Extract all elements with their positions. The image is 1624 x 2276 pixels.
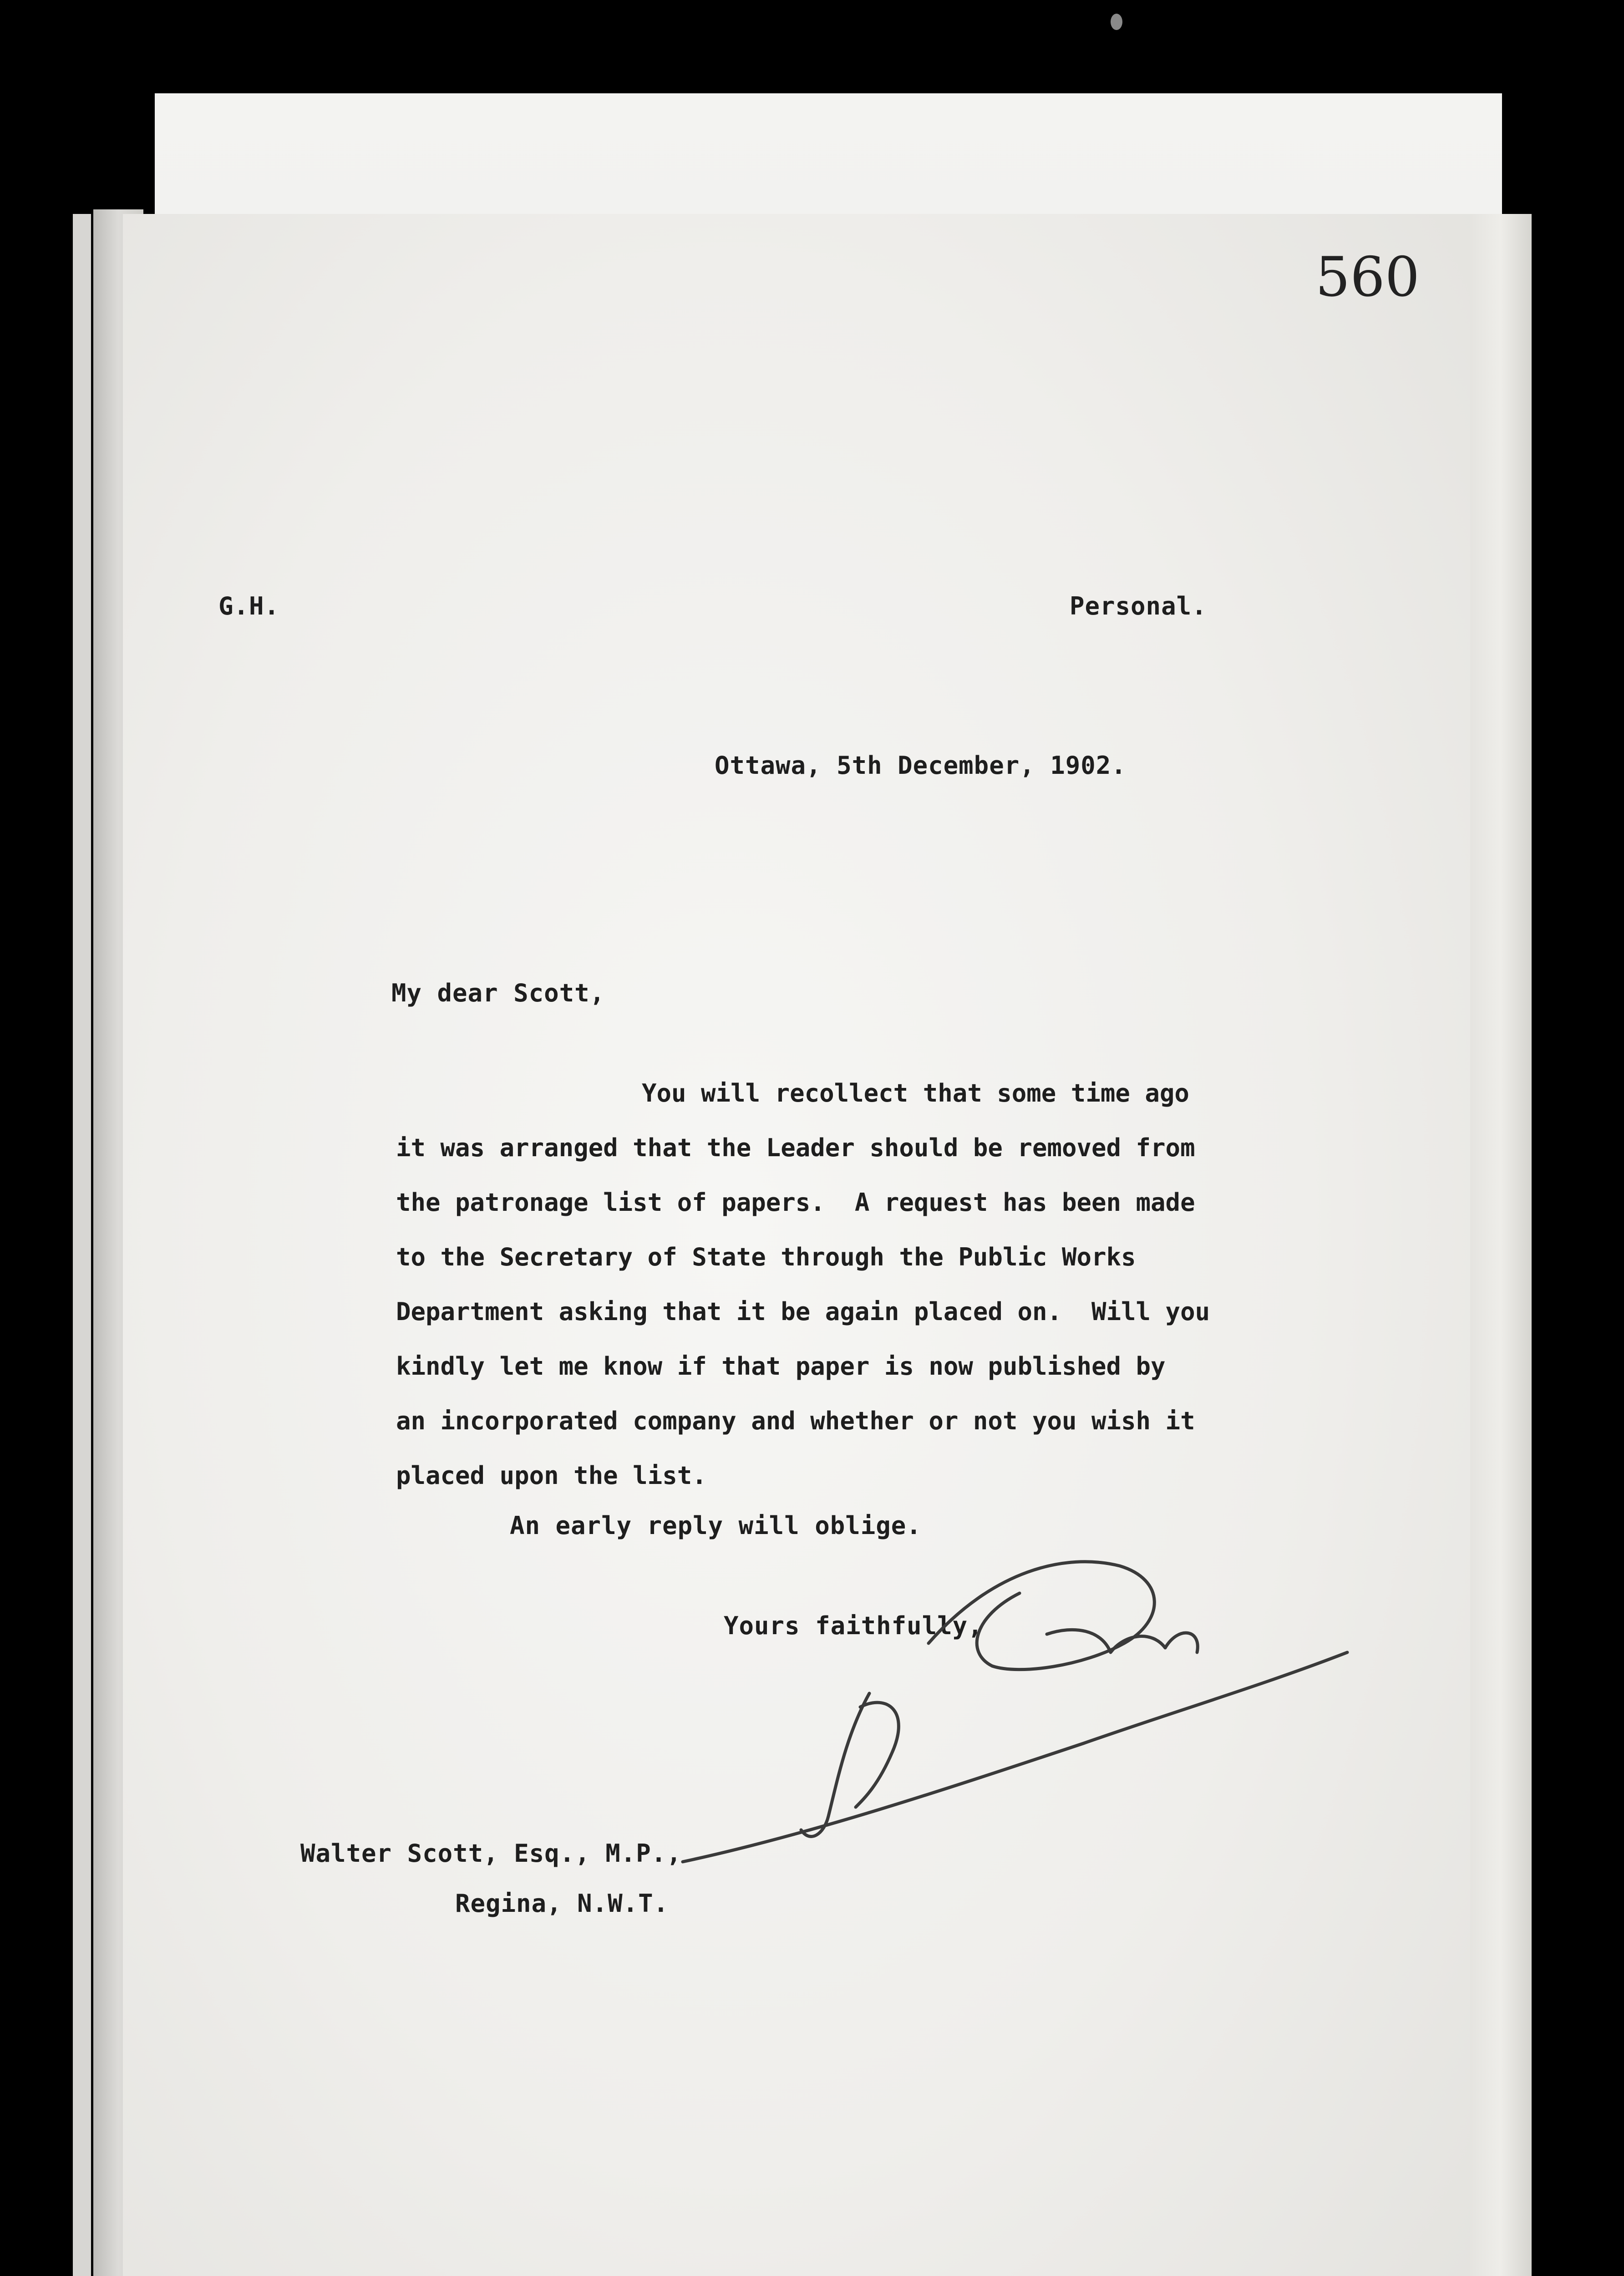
addressee-name: Walter Scott, Esq., M.P., [300,1839,682,1868]
salutation: My dear Scott, [391,979,605,1007]
handwritten-signature [674,1516,1384,1889]
folio-number: 560 [1315,246,1420,309]
body-line: You will recollect that some time ago [642,1079,1189,1108]
complimentary-close: Yours faithfully, [724,1611,983,1640]
body-line: it was arranged that the Leader should be removed from [396,1133,1195,1162]
addressee-place: Regina, N.W.T. [455,1889,669,1918]
film-speck [1111,14,1122,30]
initials: G.H. [218,592,280,620]
body-line: kindly let me know if that paper is now published by [396,1352,1166,1381]
closing-request: An early reply will oblige. [510,1511,922,1540]
body-line: to the Secretary of State through the Public Works [396,1243,1136,1271]
body-line: placed upon the list. [396,1461,707,1490]
body-line: Department asking that it be again placed on. Will you [396,1297,1210,1326]
body-line: an incorporated company and whether or not you wish it [396,1407,1195,1435]
personal-marking: Personal. [1070,592,1207,620]
left-paper-edge [73,214,91,2276]
dateline: Ottawa, 5th December, 1902. [715,751,1127,780]
body-line: the patronage list of papers. A request has been made [396,1188,1195,1217]
